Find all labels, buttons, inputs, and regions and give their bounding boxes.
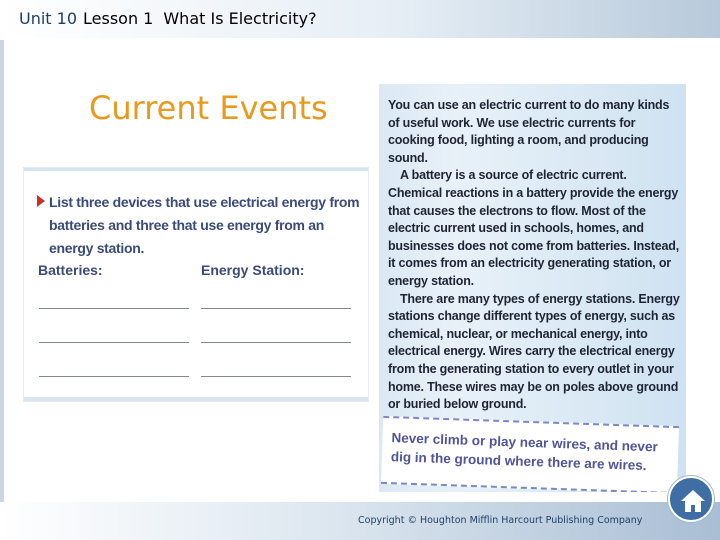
batteries-label: Batteries: xyxy=(38,262,103,278)
home-icon xyxy=(678,486,708,516)
left-rule xyxy=(0,40,4,502)
reading-panel xyxy=(379,84,686,492)
reading-paragraph: A battery is a source of electric current. Chemical reactions in a battery provide the energy that causes the electrons to flow. Most of the electric current used in schools, homes, and businesses does not come from batteries. Instead, it comes from an electricity generating station, or energy station. xyxy=(388,168,679,288)
energy-station-answer-line-1[interactable] xyxy=(201,308,351,309)
lesson-label: Lesson 1 xyxy=(83,9,154,28)
worksheet-prompt-text: List three devices that use electrical energy from batteries and three that use energy from an energy station. xyxy=(49,194,360,256)
batteries-answer-line-2[interactable] xyxy=(39,342,189,343)
topic-label: What Is Electricity? xyxy=(163,9,317,28)
play-arrow-icon xyxy=(37,195,45,207)
safety-warning-box xyxy=(381,416,679,492)
reading-paragraph: You can use an electric current to do many kinds of useful work. We use electric currents for cooking food, lighting a room, and producing sound. xyxy=(388,98,670,165)
slide-title: Current Events xyxy=(89,89,328,127)
worksheet-prompt xyxy=(38,191,360,260)
reading-paragraph: There are many types of energy stations. Energy stations change different types of energy, such as chemical, nuclear, or mechanical energy, into electrical energy. Wires carry the electrical energy from the generating station to every outlet in your home. These wires may be on poles above ground or buried below ground. xyxy=(388,291,680,412)
header-title xyxy=(19,9,317,28)
energy-station-label: Energy Station: xyxy=(201,262,305,278)
copyright-text: Copyright © Houghton Mifflin Harcourt Publishing Company xyxy=(358,515,643,526)
reading-body xyxy=(388,97,680,414)
safety-warning-text: Never climb or play near wires, and never dig in the ground where there are wires. xyxy=(390,430,658,474)
energy-station-answer-line-3[interactable] xyxy=(201,376,351,377)
energy-station-answer-line-2[interactable] xyxy=(201,342,351,343)
batteries-answer-line-1[interactable] xyxy=(39,308,189,309)
worksheet-card xyxy=(24,168,368,401)
batteries-answer-line-3[interactable] xyxy=(39,376,189,377)
unit-label: Unit 10 xyxy=(19,9,78,28)
home-button[interactable] xyxy=(668,476,714,522)
